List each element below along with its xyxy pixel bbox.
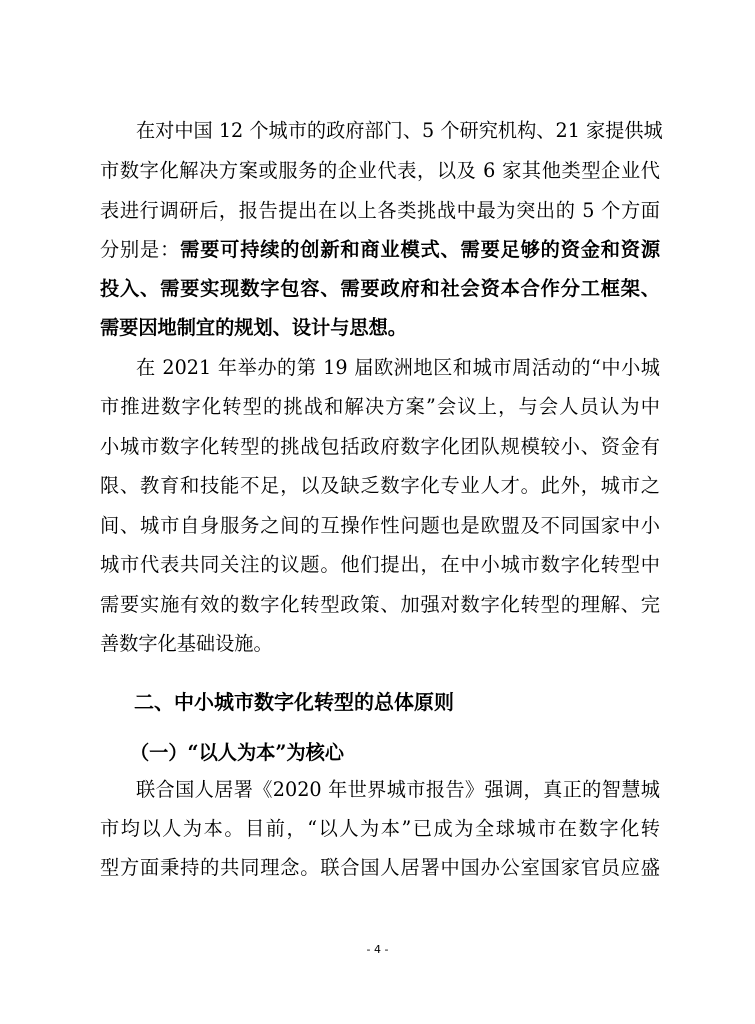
- text-line: 城市代表共同关注的议题。他们提出，在中小城市数字化转型中: [100, 553, 660, 576]
- text-line: 小城市数字化转型的挑战包括政府数字化团队规模较小、资金有: [100, 435, 660, 458]
- subsection-heading: （一）“以人为本”为核心: [130, 741, 344, 764]
- text-line: 在 2021 年举办的第 19 届欧洲地区和城市周活动的“中小城: [136, 356, 660, 379]
- text-bold: 需要可持续的创新和商业模式、需要足够的资金和资源: [180, 238, 661, 261]
- text-line: 善数字化基础设施。: [100, 632, 273, 655]
- text-line: 需要实施有效的数字化转型政策、加强对数字化转型的理解、完: [100, 593, 660, 616]
- text-line: 市数字化解决方案或服务的企业代表，以及 6 家其他类型企业代: [100, 159, 660, 182]
- text-line: 在对中国 12 个城市的政府部门、5 个研究机构、21 家提供城: [136, 119, 663, 142]
- page-number: - 4 -: [366, 943, 389, 956]
- text-line: 市推进数字化转型的挑战和解决方案”会议上，与会人员认为中: [100, 395, 660, 418]
- text-line: 市均以人为本。目前，“以人为本”已成为全球城市在数字化转: [100, 817, 660, 840]
- text-plain: 分别是：: [100, 238, 181, 261]
- text-line: 联合国人居署《2020 年世界城市报告》强调，真正的智慧城: [136, 778, 660, 801]
- text-line-mixed: [100, 238, 660, 262]
- text-line-bold: 需要因地制宜的规划、设计与思想。: [100, 316, 407, 339]
- text-line-bold: 投入、需要实现数字包容、需要政府和社会资本合作分工框架、: [100, 277, 660, 300]
- text-line: 型方面秉持的共同理念。联合国人居署中国办公室国家官员应盛: [100, 856, 660, 879]
- text-line: 表进行调研后，报告提出在以上各类挑战中最为突出的 5 个方面: [100, 199, 660, 222]
- text-line: 间、城市自身服务之间的互操作性问题也是欧盟及不同国家中小: [100, 514, 660, 537]
- text-line: 限、教育和技能不足，以及缺乏数字化专业人才。此外，城市之: [100, 474, 660, 497]
- section-heading: 二、中小城市数字化转型的总体原则: [134, 690, 454, 714]
